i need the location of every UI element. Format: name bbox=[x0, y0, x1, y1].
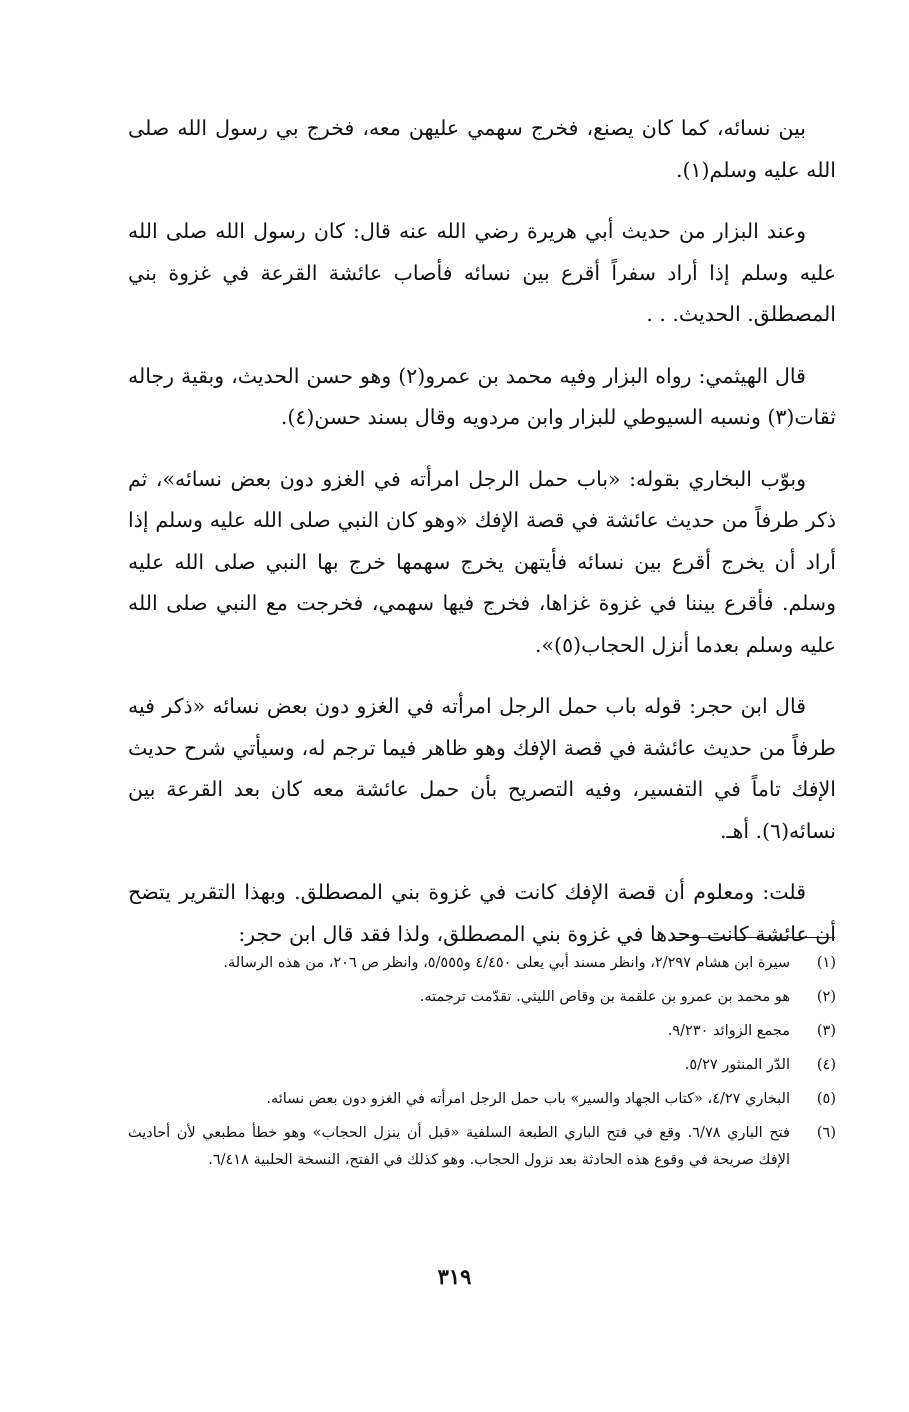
footnote-text: الدّر المنثور ٥/٢٧. bbox=[684, 1057, 790, 1073]
footnote-text: فتح الباري ٦/٧٨. وقع في فتح الباري الطبعة السلفية «قبل أن ينزل الحجاب» وهو خطأ مطبعي لأن أحاديث الإفك صريحة في وقوع هذه الحادثة بعد نزول الحجاب. وهو كذلك في الفتح، النسخة الحلبية ٦/٤١٨. bbox=[128, 1125, 790, 1168]
footnote-text: مجمع الزوائد ٩/٢٣٠. bbox=[667, 1023, 790, 1039]
paragraph: قلت: ومعلوم أن قصة الإفك كانت في غزوة بني المصطلق. وبهذا التقرير يتضح أن عائشة كانت وحدها في غزوة بني المصطلق، ولذا فقد قال ابن حجر: bbox=[128, 880, 836, 946]
paragraph: قال ابن حجر: قوله باب حمل الرجل امرأته في الغزو دون بعض نسائه «ذكر فيه طرفاً من حديث عائشة في قصة الإفك وهو ظاهر فيما ترجم له، وسيأتي شرح حديث الإفك تاماً في التفسير، وفيه التصريح بأن حمل عائشة معه كان بعد القرعة بين نسائه(٦). أهـ. bbox=[128, 694, 836, 843]
footnote-number: (٢) bbox=[816, 989, 836, 1005]
footnote bbox=[128, 984, 836, 1011]
footnote bbox=[128, 1052, 836, 1079]
footnote bbox=[128, 950, 836, 977]
paragraph: بين نسائه، كما كان يصنع، فخرج سهمي عليهن معه، فخرج بي رسول الله صلى الله عليه وسلم(١). bbox=[128, 116, 836, 182]
footnote bbox=[128, 1120, 836, 1174]
footnotes bbox=[128, 950, 836, 1181]
paragraph: قال الهيثمي: رواه البزار وفيه محمد بن عمرو(٢) وهو حسن الحديث، وبقية رجاله ثقات(٣) ونسبه السيوطي للبزار وابن مردويه وقال بسند حسن(٤). bbox=[128, 363, 836, 429]
paragraph: وعند البزار من حديث أبي هريرة رضي الله عنه قال: كان رسول الله صلى الله عليه وسلم إذا أراد سفراً أقرع بين نسائه فأصاب عائشة القرعة في غزوة بني المصطلق. الحديث. . . bbox=[128, 219, 836, 326]
paragraph: وبوّب البخاري بقوله: «باب حمل الرجل امرأته في الغزو دون بعض نسائه»، ثم ذكر طرفاً من حديث عائشة في قصة الإفك «وهو كان النبي صلى الله عليه وسلم إذا أراد أن يخرج أقرع بين نسائه فأيتهن يخرج سهمها خرج بها النبي صلى الله عليه وسلم. فأقرع بيننا في غزوة غزاها، فخرج فيها سهمي، فخرجت مع النبي صلى الله عليه وسلم بعدما أنزل الحجاب(٥)». bbox=[128, 466, 836, 657]
footnote-number: (٤) bbox=[816, 1057, 836, 1073]
footnote-text: هو محمد بن عمرو بن علقمة بن وقاص الليثي. تقدّمت ترجمته. bbox=[419, 989, 790, 1005]
page-number: ٣١٩ bbox=[437, 1264, 472, 1289]
footnote-number: (٦) bbox=[816, 1125, 836, 1141]
main-text bbox=[128, 108, 836, 975]
footnote-number: (٣) bbox=[816, 1023, 836, 1039]
footnote-text: البخاري ٤/٢٧، «كتاب الجهاد والسير» باب حمل الرجل امرأته في الغزو دون بعض نسائه. bbox=[266, 1091, 790, 1107]
footnote-text: سيرة ابن هشام ٢/٢٩٧، وانظر مسند أبي يعلى ٤/٤٥٠ و٥/٥٥٥، وانظر ص ٢٠٦، من هذه الرسالة. bbox=[223, 955, 790, 971]
footnote-number: (١) bbox=[816, 955, 836, 971]
footnote-divider bbox=[672, 937, 835, 938]
footnote-number: (٥) bbox=[816, 1091, 836, 1107]
footnote bbox=[128, 1018, 836, 1045]
footnote bbox=[128, 1086, 836, 1113]
